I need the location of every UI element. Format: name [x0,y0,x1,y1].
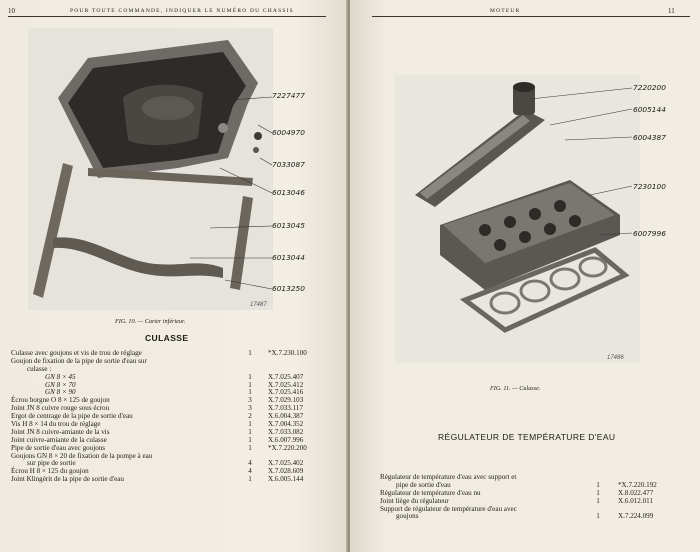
part-description: Régulateur de température d'eau avec support et [380,473,517,481]
part-callout: 6004387 [633,133,666,142]
part-reference: X.7.028.609 [268,467,304,476]
part-quantity: 1 [248,372,252,381]
part-quantity: 1 [248,380,252,389]
section-title: RÉGULATEUR DE TEMPÉRATURE D'EAU [438,432,616,442]
part-description: pipe de sortie d'eau [396,480,451,489]
part-description: Culasse avec goujons et vis de trou de réglage [11,349,142,357]
part-description: Joint JN 8 cuivre rouge sous écrou [11,404,110,413]
part-description: GN 8 × 45 [45,372,76,381]
part-reference: X.7.004.352 [268,420,304,429]
callout-lines [530,85,640,245]
part-quantity: 4 [248,467,252,476]
parts-list [380,474,690,521]
part-reference: X.7.224.099 [618,512,654,521]
part-reference: *X.7.220.192 [618,480,657,489]
part-callout: 6005144 [633,105,666,114]
part-description: Pipe de sortie d'eau avec goujons [11,443,106,452]
page-header: MOTEUR [490,8,521,14]
section-title: CULASSE [145,333,189,343]
part-callout: 7227477 [272,91,305,100]
part-description: sur pipe de sortie [27,459,76,468]
parts-row [11,358,331,366]
figure-caption: FIG. 11. — Culasse. [490,385,541,392]
part-quantity: 1 [596,496,600,505]
part-reference: X.7.033.117 [268,404,304,413]
part-reference: X.6.004.387 [268,412,304,421]
part-reference: X.7.029.103 [268,396,304,405]
part-description: Goujon de fixation de la pipe de sortie d'eau sur [11,356,147,365]
part-description: Support de régulateur de température d'eau avec [380,504,517,513]
photo-number: 17486 [607,355,624,361]
part-description: Joint JN 8 cuivre-amiante de la vis [11,427,110,436]
part-description: GN 8 × 70 [45,380,76,389]
page-header: POUR TOUTE COMMANDE, INDIQUER LE NUMÉRO DU CHASSIS [70,8,294,14]
part-callout: 7230100 [633,182,666,191]
part-description: Joint Klingérit de la pipe de sortie d'eau [11,475,124,484]
part-description: Écrou borgne O 8 × 125 de goujon [11,396,110,405]
part-description: Écrou H 8 × 125 du goujon [11,467,89,476]
part-reference: *X.7.220.200 [268,443,307,452]
part-callout: 6013046 [272,188,305,197]
part-quantity: 4 [248,459,252,468]
part-reference: X.8.022.477 [618,488,654,497]
part-reference: X.6.007.996 [268,435,304,444]
part-reference: X.6.012.011 [618,496,654,505]
photo-number: 17487 [250,302,267,308]
part-quantity: 1 [596,488,600,497]
part-callout: 7033087 [272,160,305,169]
part-description: Joint liège du régulateur [380,496,449,505]
part-description: culasse : [27,364,52,373]
part-callout: 6007996 [633,229,666,238]
part-reference: X.7.025.416 [268,388,304,397]
part-callout: 6013044 [272,253,305,262]
part-quantity: 3 [248,396,252,405]
parts-row [11,476,331,484]
part-quantity: 1 [248,388,252,397]
part-quantity: 1 [248,435,252,444]
figure-caption: FIG. 10. — Carter inférieur. [115,318,186,325]
part-quantity: 1 [248,475,252,484]
left-page [0,0,348,552]
header-rule [372,16,690,17]
part-quantity: 1 [248,443,252,452]
part-reference: X.7.025.407 [268,372,304,381]
part-callout: 6013250 [272,284,305,293]
part-reference: X.6.005.144 [268,475,304,484]
part-callout: 6013045 [272,221,305,230]
part-reference: X.7.025.402 [268,459,304,468]
part-reference: X.7.033.082 [268,427,304,436]
part-description: Goujons GN 8 × 20 de fixation de la pompe à eau [11,451,153,460]
header-rule [8,16,326,17]
part-description: Régulateur de température d'eau nu [380,488,481,497]
part-quantity: 1 [596,480,600,489]
right-page [350,0,700,552]
callout-lines [190,80,280,300]
part-reference: X.7.025.412 [268,380,304,389]
part-quantity: 2 [248,412,252,421]
part-description: GN 8 × 90 [45,388,76,397]
part-description: Joint cuivre-amiante de la culasse [11,435,107,444]
part-quantity: 1 [248,349,252,357]
page-number: 10 [8,7,15,15]
part-reference: *X.7.230.100 [268,349,307,357]
page-number: 11 [668,7,675,15]
part-quantity: 1 [248,420,252,429]
part-callout: 6004970 [272,128,305,137]
part-quantity: 3 [248,404,252,413]
part-quantity: 1 [596,512,600,521]
part-description: Ergot de centrage de la pipe de sortie d'eau [11,412,133,421]
part-description: goujons [396,512,419,521]
part-description: Vis H 8 × 14 du trou de réglage [11,420,101,429]
part-callout: 7220200 [633,83,666,92]
parts-row [380,513,690,521]
part-quantity: 1 [248,427,252,436]
parts-list [11,350,331,484]
